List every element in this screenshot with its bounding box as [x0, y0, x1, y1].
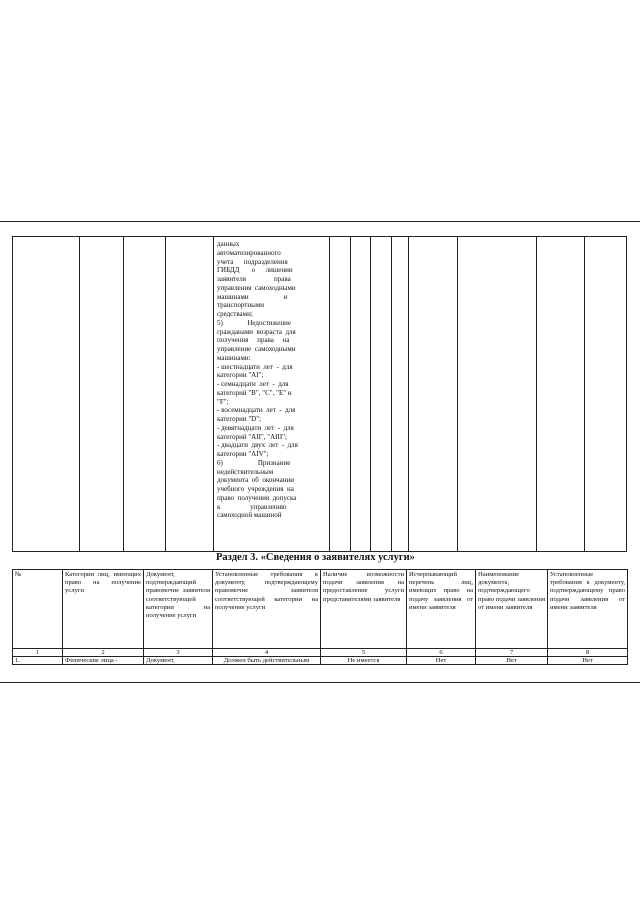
row-authorized-persons: Нет: [407, 657, 476, 665]
column-divider: [408, 237, 409, 551]
column-divider: [370, 237, 371, 551]
header-row: [13, 570, 628, 649]
column-divider: [536, 237, 537, 551]
column-divider: [123, 237, 124, 551]
applicants-table: [12, 569, 628, 665]
header-number: №: [13, 570, 63, 649]
continuation-table: [12, 236, 627, 552]
header-document-requirements: Установленные требования к документу, подтверждающему правомочие заявителя соответствующей категории на получение услуги: [213, 570, 321, 649]
row-authority-requirements: Нет: [548, 657, 628, 665]
row-document-requirements: Должен быть действительным: [213, 657, 321, 665]
top-rule: [0, 221, 640, 222]
refusal-grounds-text: данных автоматизированного учета подразделения ГИБДД о лишении заявителя права управления самоходными машинами и транспортными средствами; 5) Недостижение гражданами возраста для получения права на управление самоходными машинами: - шестнадцати лет - для категории "AI"; - семнадцати лет - для категорий "B", "C", "E" и "F"; - восемнадцати лет - для категории "D"; - девятнадцати лет - для категорий "AII", "AIII"; - двадцати двух лет - для категории "AIV"; 6) Признание недействительным документа об окончании учебного учреждения на право получения допуска к управлению самоходной машиной: [217, 240, 298, 520]
column-number: 6: [407, 649, 476, 657]
header-categories: Категории лиц, имеющих право на получение услуги: [63, 570, 144, 649]
header-document: Документ, подтверждающий правомочие заявителя соответствующей категории на получение услуги: [144, 570, 213, 649]
column-number-row: [13, 649, 628, 657]
row-number: 1.: [13, 657, 63, 665]
column-divider: [165, 237, 166, 551]
row-document: Документ,: [144, 657, 213, 665]
column-divider: [79, 237, 80, 551]
column-divider: [391, 237, 392, 551]
row-category: Физические лица -: [63, 657, 144, 665]
header-authority-requirements: Установленные требования к документу, подтверждающему право подачи заявления от имени заявителя: [548, 570, 628, 649]
column-number: 8: [548, 649, 628, 657]
column-number: 3: [144, 649, 213, 657]
column-number: 7: [476, 649, 548, 657]
table-row: [13, 657, 628, 665]
header-representatives: Наличие возможности подачи заявления на предоставление услуги представителями заявителя: [321, 570, 407, 649]
column-number: 2: [63, 649, 144, 657]
column-divider: [584, 237, 585, 551]
column-number: 5: [321, 649, 407, 657]
column-divider: [213, 237, 214, 551]
column-number: 1: [13, 649, 63, 657]
bottom-rule: [0, 682, 640, 683]
column-divider: [329, 237, 330, 551]
column-number: 4: [213, 649, 321, 657]
header-authority-document: Наименование документа, подтверждающего право подачи заявления от имени заявителя: [476, 570, 548, 649]
header-authorized-persons: Исчерпывающий перечень лиц, имеющих право на подачу заявления от имени заявителя: [407, 570, 476, 649]
column-divider: [350, 237, 351, 551]
section-title: Раздел 3. «Сведения о заявителях услуги»: [216, 552, 415, 563]
row-representatives: Не имеется: [321, 657, 407, 665]
column-divider: [457, 237, 458, 551]
row-authority-document: Нет: [476, 657, 548, 665]
